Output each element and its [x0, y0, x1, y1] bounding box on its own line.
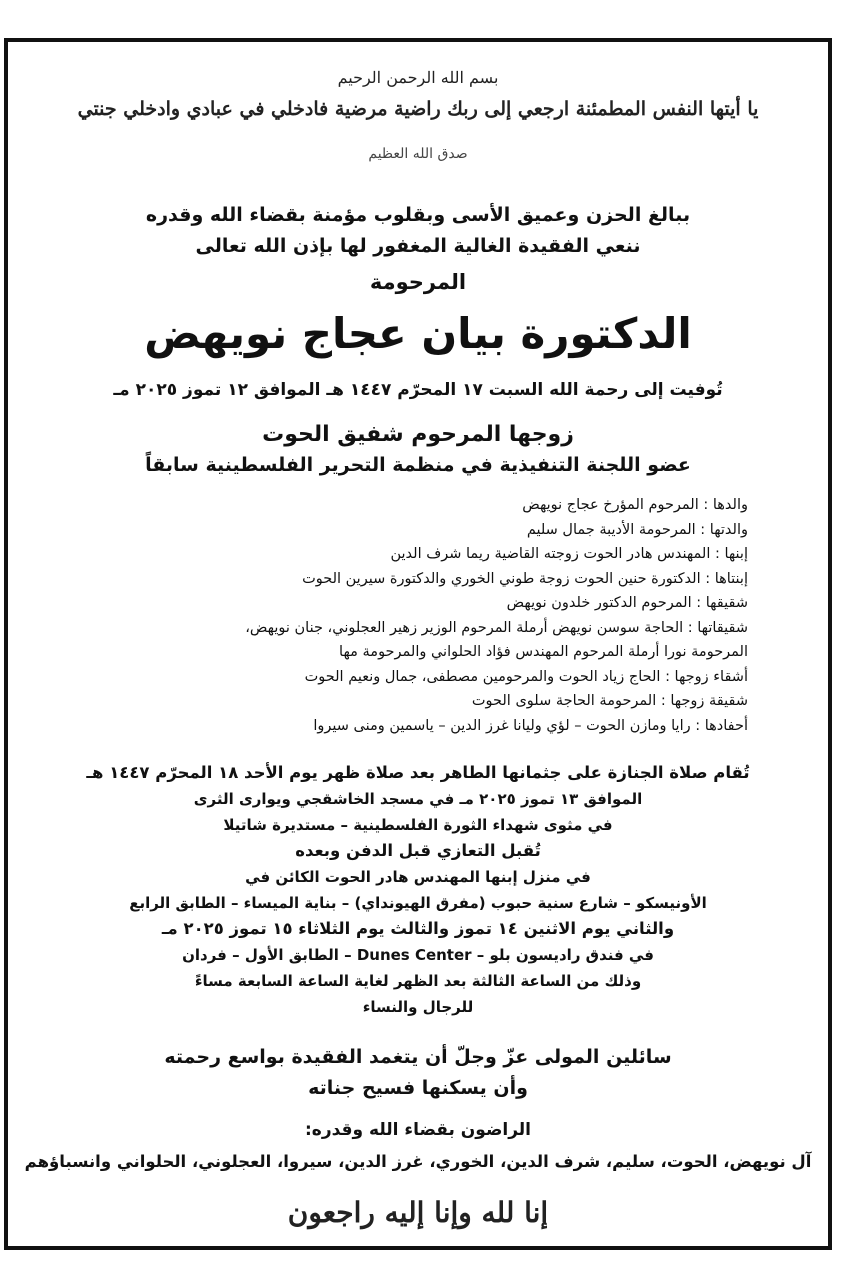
intro-line-2: ننعي الفقيدة الغالية المغفور لها بإذن الله تعالى — [195, 235, 641, 257]
family-row-daughters: إبنتاها : الدكتورة حنين الحوت زوجة طوني الخوري والدكتورة سيرين الحوت — [302, 570, 748, 587]
condolence-address: الأونيسكو – شارع سنية حبوب (مفرق الهيونداي) – بناية الميساء – الطابق الرابع — [129, 894, 707, 912]
obituary-frame — [4, 38, 832, 1250]
deceased-label: المرحومة — [369, 270, 467, 294]
condolence-audience: للرجال والنساء — [362, 998, 474, 1016]
condolence-venue: في فندق راديسون بلو – Dunes Center – الطابق الأول – فردان — [182, 946, 654, 964]
supplication-line-2: وأن يسكنها فسيح جناته — [308, 1077, 528, 1099]
family-row-brother: شقيقها : المرحوم الدكتور خلدون نويهض — [506, 595, 748, 611]
funeral-details — [14, 760, 822, 1020]
supplication — [14, 1042, 822, 1104]
sadaq-calligraphy: صدق الله العظيم — [368, 146, 468, 162]
intro-text — [14, 200, 822, 262]
funeral-line-2: الموافق ١٣ تموز ٢٠٢٥ مـ في مسجد الخاشقجي ويوارى الثرى — [193, 790, 643, 808]
family-list — [16, 493, 748, 738]
condolence-line-2: في منزل إبنها المهندس هادر الحوت الكائن في — [245, 868, 591, 886]
family-row-grandchildren: أحفادها : رايا ومازن الحوت – لؤي وليانا غرز الدين – ياسمين ومنى سيروا — [313, 717, 748, 734]
family-row-son: إبنها : المهندس هادر الحوت زوجته القاضية ريما شرف الدين — [390, 546, 748, 562]
basmala-calligraphy: بسم الله الرحمن الرحيم — [337, 68, 499, 87]
funeral-line-3: في مثوى شهداء الثورة الفلسطينية – مستديرة شاتيلا — [223, 816, 613, 834]
intro-line-1: ببالغ الحزن وعميق الأسى وبقلوب مؤمنة بقضاء الله وقدره — [145, 204, 691, 226]
supplication-line-1: سائلين المولى عزّ وجلّ أن يتغمد الفقيدة بواسع رحمته — [164, 1046, 672, 1068]
closing-calligraphy — [278, 1182, 558, 1246]
family-row-sisters: شقيقاتها : الحاجة سوسن نويهض أرملة المرحوم الوزير زهير العجلوني، جنان نويهض، — [245, 619, 748, 636]
condolence-days: والثاني يوم الاثنين ١٤ تموز والثالث يوم الثلاثاء ١٥ تموز ٢٠٢٥ مـ — [161, 919, 675, 938]
husband-line: زوجها المرحوم شفيق الحوت — [262, 422, 574, 447]
closing-verse: إنا لله وإنا إليه راجعون — [287, 1196, 549, 1229]
mourners-label: الراضون بقضاء الله وقدره: — [304, 1120, 531, 1140]
family-row-mother: والدتها : المرحومة الأديبة جمال سليم — [526, 521, 748, 538]
family-row-husband-sister: شقيقة زوجها : المرحومة الحاجة سلوى الحوت — [471, 693, 748, 709]
quran-verse-calligraphy: يا أيتها النفس المطمئنة ارجعي إلى ربك راضية مرضية فادخلي في عبادي وادخلي جنتي — [77, 98, 759, 120]
deceased-name: الدكتورة بيان عجاج نويهض — [144, 309, 692, 358]
family-row-sisters-cont: المرحومة نورا أرملة المرحوم المهندس فؤاد الحلواني والمرحومة مها — [339, 644, 748, 660]
family-row-husband-brothers: أشقاء زوجها : الحاج زياد الحوت والمرحومين مصطفى، جمال ونعيم الحوت — [304, 668, 748, 685]
funeral-line-1: تُقام صلاة الجنازة على جثمانها الطاهر بعد صلاة ظهر يوم الأحد ١٨ المحرّم ١٤٤٧ هـ — [86, 763, 750, 782]
condolence-line-1: تُقبل التعازي قبل الدفن وبعده — [295, 841, 541, 860]
family-row-father: والدها : المرحوم المؤرخ عجاج نويهض — [522, 497, 748, 513]
condolence-hours: وذلك من الساعة الثالثة بعد الظهر لغاية الساعة السابعة مساءً — [194, 972, 642, 990]
husband-role: عضو اللجنة التنفيذية في منظمة التحرير الفلسطينية سابقاً — [145, 454, 691, 476]
mourners-list: آل نويهض، الحوت، سليم، شرف الدين، الخوري، غرز الدين، سيروا، العجلوني، الحلواني وانسباؤهم — [24, 1152, 812, 1171]
death-notice: تُوفيت إلى رحمة الله السبت ١٧ المحرّم ١٤٤٧ هـ الموافق ١٢ تموز ٢٠٢٥ مـ — [113, 380, 723, 400]
